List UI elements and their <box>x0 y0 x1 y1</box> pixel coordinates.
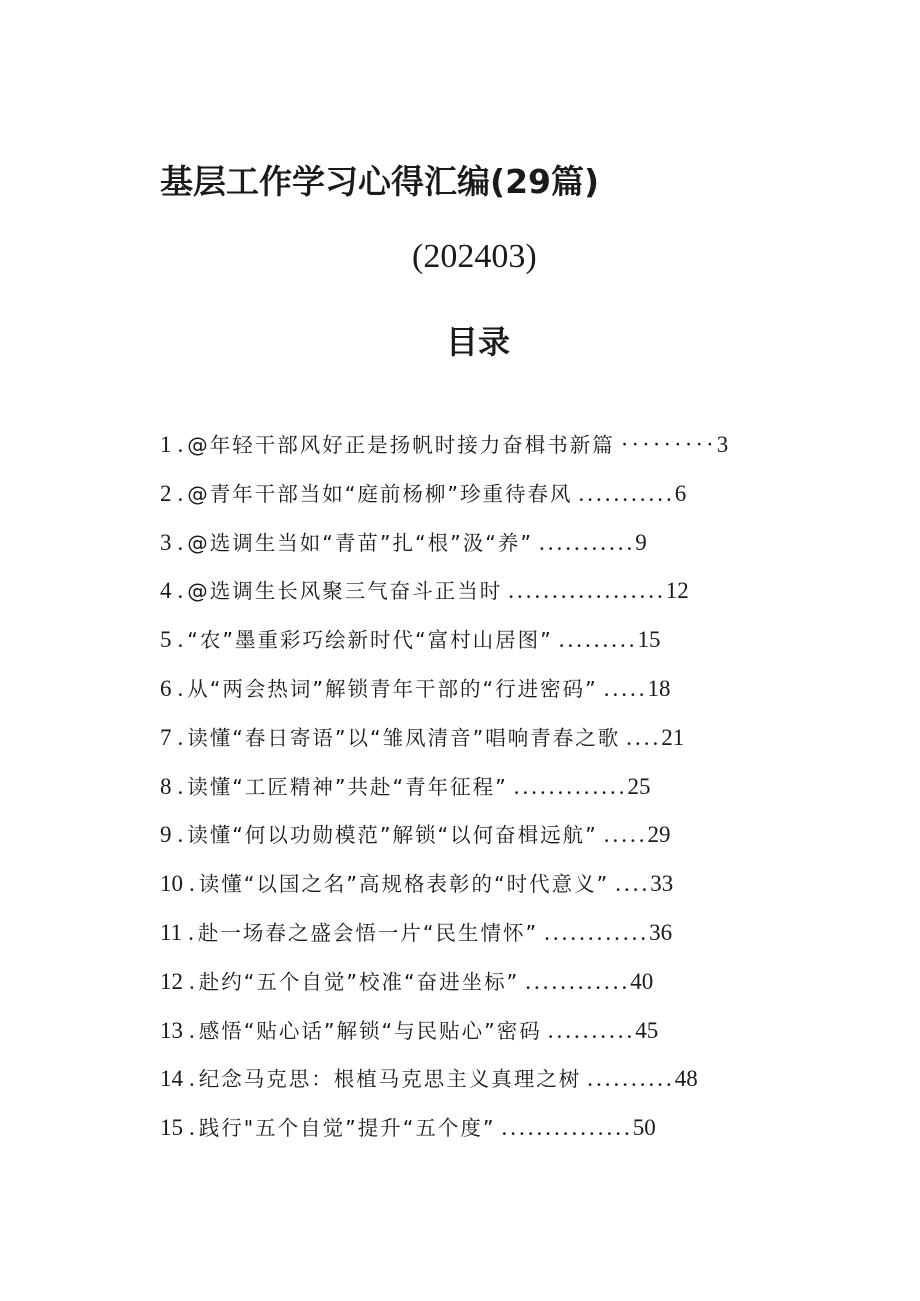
toc-entry[interactable] <box>160 1062 800 1111</box>
toc-entry[interactable] <box>160 526 800 575</box>
toc-entry[interactable] <box>160 867 800 916</box>
toc-entry-title: 读懂“以国之名”高规格表彰的“时代意义” <box>198 872 610 897</box>
toc-entry-number: 11 <box>160 919 183 945</box>
toc-entry-leader: ········· <box>620 432 717 457</box>
toc-entry-separator: . <box>177 773 184 799</box>
toc-entry-number: 2 <box>160 480 172 506</box>
toc-entry-leader: .......... <box>587 1066 675 1092</box>
toc-entry-separator: . <box>177 627 184 653</box>
toc-entry-separator: . <box>188 919 194 945</box>
toc-entry-page: 9 <box>635 529 647 555</box>
toc-entry-separator: . <box>177 578 184 604</box>
toc-entry-title: 践行"五个自觉”提升“五个度” <box>198 1116 496 1141</box>
toc-entry-separator: . <box>189 968 195 994</box>
toc-entry-number: 9 <box>160 822 172 848</box>
toc-entry-number: 7 <box>160 724 172 750</box>
toc-entry-leader: .................. <box>508 578 666 604</box>
toc-entry-leader: ............ <box>544 919 650 945</box>
toc-entry-title: 纪念马克思：根植马克思主义真理之树 <box>198 1067 582 1092</box>
toc-entry-leader: ..... <box>603 822 648 848</box>
toc-entry-number: 12 <box>160 968 183 994</box>
toc-entry-number: 15 <box>160 1115 183 1141</box>
toc-entry-leader: ........... <box>538 529 636 555</box>
toc-entry-title: “农”墨重彩巧绘新时代“富村山居图” <box>187 628 553 653</box>
toc-entry-number: 6 <box>160 675 172 701</box>
toc-entry-leader: .......... <box>547 1017 636 1043</box>
toc-entry-number: 8 <box>160 773 172 799</box>
toc-entry[interactable] <box>160 965 800 1014</box>
toc-entry-page: 29 <box>647 822 671 848</box>
toc-entry-separator: . <box>189 871 195 897</box>
toc-entry-separator: . <box>189 1066 195 1092</box>
toc-entry-page: 15 <box>637 627 661 653</box>
toc-entry-leader: .... <box>626 724 662 750</box>
toc-entry-leader: ..... <box>603 675 648 701</box>
toc-entry-separator: . <box>177 480 184 506</box>
toc-entry-page: 21 <box>661 724 685 750</box>
toc-entry-title: 赴约“五个自觉”校准“奋进坐标” <box>198 969 520 994</box>
toc-entry-leader: ............ <box>525 968 631 994</box>
toc-entry-separator: . <box>177 724 184 750</box>
toc-entry-separator: . <box>177 822 184 848</box>
document-date: (202403) <box>412 238 537 275</box>
document-title: 基层工作学习心得汇编(29篇) <box>160 162 600 201</box>
toc-entry[interactable] <box>160 770 800 819</box>
toc-entry-page: 48 <box>674 1066 698 1092</box>
toc-entry-title: 读懂“何以功勋模范”解锁“以何奋楫远航” <box>187 823 598 848</box>
toc-entry[interactable] <box>160 623 800 672</box>
toc-entry-leader: .... <box>615 871 651 897</box>
toc-entry-title: @青年干部当如“庭前杨柳”珍重待春风 <box>187 481 573 506</box>
toc-entry-page: 33 <box>650 871 674 897</box>
toc-entry-separator: . <box>177 432 184 457</box>
toc-entry-title: 赴一场春之盛会悟一片“民生情怀” <box>197 920 539 945</box>
toc-entry-number: 5 <box>160 627 172 653</box>
toc-entry[interactable] <box>160 1111 800 1160</box>
toc-entry-separator: . <box>189 1017 195 1043</box>
toc-entry-title: @年轻干部风好正是扬帆时接力奋楫书新篇 <box>187 433 615 457</box>
toc-entry-title: 读懂“春日寄语”以“雏凤清音”唱响青春之歌 <box>187 725 621 750</box>
toc-entry[interactable] <box>160 574 800 623</box>
toc-entry-separator: . <box>177 529 184 555</box>
table-of-contents <box>160 428 800 1160</box>
toc-entry-title: 从“两会热词”解锁青年干部的“行进密码” <box>187 676 598 701</box>
toc-entry-title: 感悟“贴心话”解锁“与民贴心”密码 <box>198 1018 542 1043</box>
toc-entry-number: 1 <box>160 432 172 457</box>
toc-entry-number: 4 <box>160 578 172 604</box>
toc-entry-number: 10 <box>160 871 183 897</box>
toc-entry-number: 13 <box>160 1017 183 1043</box>
toc-entry-title: @选调生长风聚三气奋斗正当时 <box>187 579 503 604</box>
toc-entry-page: 36 <box>649 919 673 945</box>
toc-entry[interactable] <box>160 428 800 477</box>
toc-entry-leader: ........... <box>578 480 675 506</box>
toc-entry-page: 45 <box>635 1017 659 1043</box>
toc-heading: 目录 <box>446 323 511 361</box>
toc-entry[interactable] <box>160 672 800 721</box>
toc-entry-page: 6 <box>674 480 687 506</box>
toc-entry[interactable] <box>160 916 800 965</box>
toc-entry-separator: . <box>177 675 184 701</box>
toc-entry-page: 40 <box>630 968 654 994</box>
toc-entry[interactable] <box>160 477 800 526</box>
toc-entry-number: 14 <box>160 1066 183 1092</box>
toc-entry-page: 12 <box>665 578 689 604</box>
toc-entry[interactable] <box>160 721 800 770</box>
toc-entry-number: 3 <box>160 529 172 555</box>
toc-entry-page: 18 <box>647 675 671 701</box>
toc-entry-leader: ............... <box>501 1115 633 1141</box>
toc-entry-leader: ............. <box>513 773 628 799</box>
toc-entry[interactable] <box>160 1014 800 1063</box>
toc-entry-title: 读懂“工匠精神”共赴“青年征程” <box>187 774 508 799</box>
toc-entry-leader: ......... <box>558 627 638 653</box>
toc-entry-page: 25 <box>627 773 651 799</box>
toc-entry-separator: . <box>189 1115 195 1141</box>
toc-entry-page: 3 <box>716 432 729 457</box>
toc-entry[interactable] <box>160 818 800 867</box>
toc-entry-title: @选调生当如“青苗”扎“根”汲“养” <box>187 530 533 555</box>
toc-entry-page: 50 <box>632 1115 656 1141</box>
